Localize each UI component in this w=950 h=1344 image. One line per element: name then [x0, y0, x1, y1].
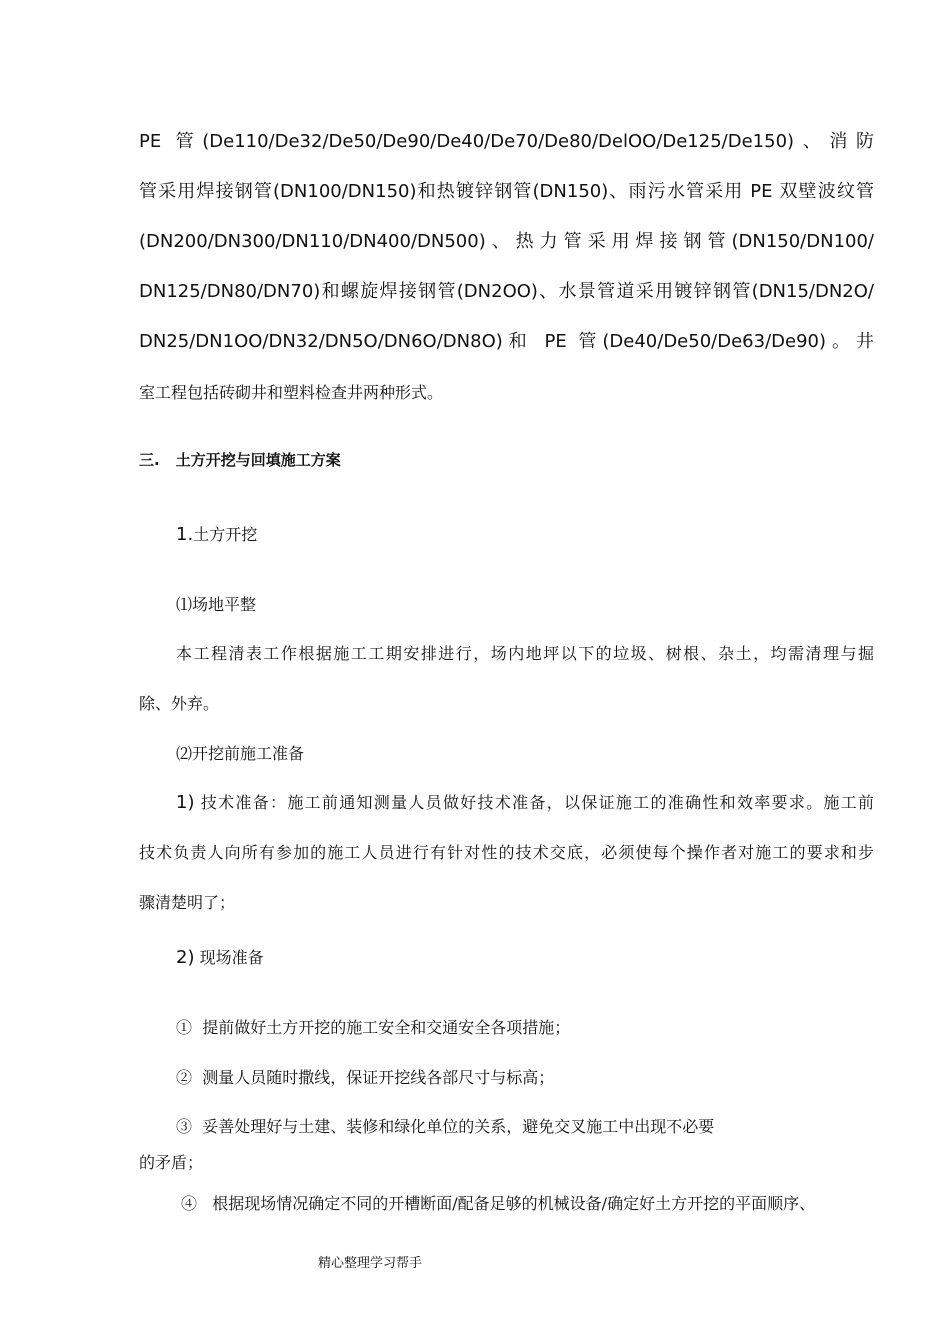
bullet-3-text: 妥善处理好与土建、装修和绿化单位的关系，避免交叉施工中出现不必要	[202, 1117, 715, 1136]
bullet-1	[176, 1016, 874, 1040]
section-heading	[139, 448, 874, 472]
bullet-2	[176, 1066, 874, 1090]
body-line-6: 室工程包括砖砌井和塑料检查井两种形式。	[139, 383, 444, 402]
tech-prep-line-3: 骤清楚明了；	[139, 893, 236, 912]
tech-prep-line-2: 技术负责人向所有参加的施工人员进行有针对性的技术交底，必须使每个操作者对施工的要求和步	[139, 843, 874, 862]
site-prep-number: 2)	[176, 947, 195, 968]
item-1-line-2: 除、外弃。	[139, 694, 220, 713]
sub-heading	[176, 523, 874, 547]
item-2-label: ⑵开挖前施工准备	[176, 744, 305, 763]
body-line-1: PE 管(De110/De32/De50/De90/De40/De70/De80/DelOO/De125/De150)、消防	[139, 131, 874, 152]
sub-heading-title: 土方开挖	[193, 525, 258, 544]
sub-heading-number: 1.	[176, 524, 194, 545]
bullet-2-text: 测量人员随时撒线，保证开挖线各部尺寸与标高；	[202, 1068, 555, 1087]
bullet-3-mark: ③	[176, 1117, 193, 1136]
body-line-3: (DN200/DN300/DN110/DN400/DN500)、热力管采用焊接钢管(DN150/DN100/	[139, 231, 874, 252]
tech-prep-line-1: 1) 技术准备：施工前通知测量人员做好技术准备，以保证施工的准确性和效率要求。施工前	[176, 792, 874, 813]
item-1-line-1: 本工程清表工作根据施工工期安排进行，场内地坪以下的垃圾、树根、杂土，均需清理与掘	[176, 644, 874, 663]
bullet-1-text: 提前做好土方开挖的施工安全和交通安全各项措施；	[202, 1018, 571, 1037]
body-line-4: DN125/DN80/DN70)和螺旋焊接钢管(DN2OO)、水景管道采用镀锌钢管(DN15/DN2O/	[139, 281, 874, 302]
bullet-3-continuation: 的矛盾；	[139, 1153, 204, 1172]
section-title: 土方开挖与回填施工方案	[175, 451, 341, 469]
item-1-label: ⑴场地平整	[176, 595, 257, 614]
bullet-4-text: 根据现场情况确定不同的开槽断面/配备足够的机械设备/确定好土方开挖的平面顺序、	[212, 1194, 816, 1213]
site-prep-title: 现场准备	[199, 948, 264, 967]
tech-prep-number: 1)	[176, 792, 195, 813]
bullet-3	[176, 1115, 874, 1139]
section-number: 三.	[139, 451, 160, 469]
body-line-2: 管采用焊接钢管(DN100/DN150)和热镀锌钢管(DN150)、雨污水管采用 PE 双壁波纹管	[139, 181, 874, 202]
site-prep-heading	[176, 946, 874, 970]
bullet-4	[181, 1192, 874, 1216]
bullet-1-mark: ①	[176, 1018, 193, 1037]
page-footer: 精心整理学习帮手	[317, 1256, 422, 1271]
bullet-2-mark: ②	[176, 1068, 193, 1087]
bullet-4-mark: ④	[181, 1194, 198, 1213]
body-line-5: DN25/DN1OO/DN32/DN5O/DN6O/DN8O)和 PE 管(De40/De50/De63/De90)。井	[139, 331, 874, 352]
